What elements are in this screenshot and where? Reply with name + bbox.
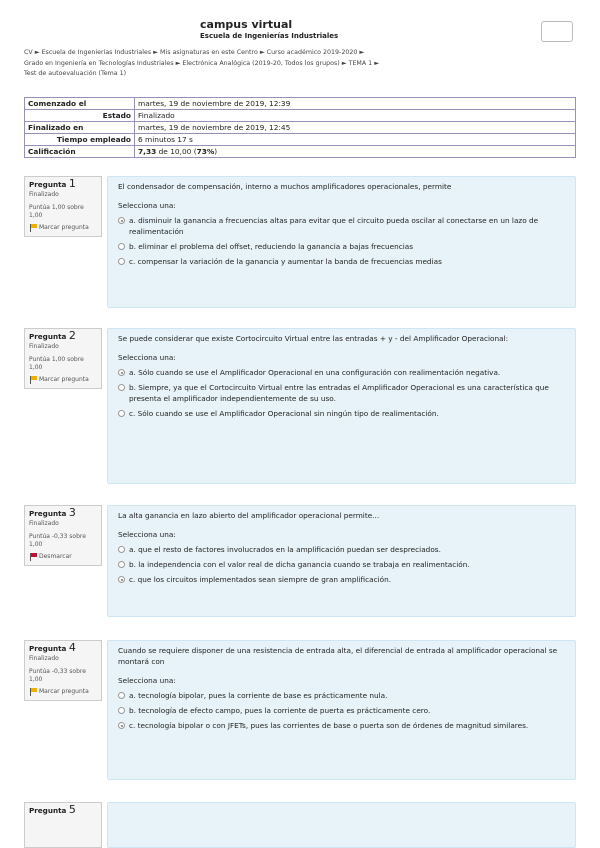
question-state: Finalizado <box>29 520 59 527</box>
summary-value: 6 minutos 17 s <box>135 134 576 146</box>
summary-label: Comenzado el <box>25 98 135 110</box>
question-info <box>24 328 102 389</box>
option-label: c. Sólo cuando se use el Amplificador Operacional sin ningún tipo de realimentación. <box>129 409 439 418</box>
flag-question-button[interactable] <box>29 224 97 232</box>
option-label: a. Sólo cuando se use el Amplificador Operacional en una configuración con realimentación negativa. <box>129 368 501 377</box>
unflag-question-button[interactable] <box>29 553 97 561</box>
site-title: campus virtual <box>200 18 293 31</box>
option-label: c. compensar la variación de la ganancia y aumentar la banda de frecuencias medias <box>129 257 442 266</box>
question-number <box>29 506 97 519</box>
grade-close: ) <box>214 147 218 156</box>
question-content <box>107 328 576 484</box>
option-label: c. que los circuitos implementados sean siempre de gran amplificación. <box>129 575 392 584</box>
question-number <box>29 177 97 190</box>
option-label: b. la independencia con el valor real de dicha ganancia cuando se trabaja en realimentación. <box>129 560 470 569</box>
radio-button[interactable] <box>118 369 125 376</box>
attempt-summary <box>24 97 576 158</box>
answer-option[interactable] <box>118 367 565 378</box>
radio-button[interactable] <box>118 707 125 714</box>
summary-label: Finalizado en <box>25 122 135 134</box>
question-info <box>24 802 102 848</box>
grade-value <box>135 146 576 158</box>
summary-value: martes, 19 de noviembre de 2019, 12:45 <box>135 122 576 134</box>
answer-option[interactable] <box>118 559 565 570</box>
breadcrumb-item[interactable]: Escuela de Ingenierías Industriales <box>41 49 152 56</box>
answer-option[interactable] <box>118 215 565 237</box>
radio-button[interactable] <box>118 546 125 553</box>
breadcrumb-item[interactable]: Grado en Ingeniería en Tecnologías Industriales <box>24 59 174 67</box>
question-label: Pregunta <box>29 180 67 189</box>
radio-button[interactable] <box>118 576 125 583</box>
flag-label: Marcar pregunta <box>39 376 89 383</box>
flag-icon <box>29 688 37 696</box>
breadcrumb-item[interactable]: Mis asignaturas en este Centro <box>160 49 258 56</box>
site-subtitle: Escuela de Ingenierías Industriales <box>200 32 339 40</box>
answer-option[interactable] <box>118 544 565 555</box>
question-label: Pregunta <box>29 806 67 815</box>
radio-button[interactable] <box>118 561 125 568</box>
radio-button[interactable] <box>118 722 125 729</box>
radio-button[interactable] <box>118 258 125 265</box>
answer-option[interactable] <box>118 256 565 267</box>
question-content <box>107 802 576 848</box>
question-number <box>29 641 97 654</box>
answer-option[interactable] <box>118 408 565 419</box>
summary-label: Tiempo empleado <box>25 134 135 146</box>
question-grade: Puntúa 1,00 sobre 1,00 <box>29 356 84 371</box>
question-number <box>29 329 97 342</box>
summary-value: Finalizado <box>135 110 576 122</box>
flag-question-button[interactable] <box>29 688 97 696</box>
answer-option[interactable] <box>118 382 565 404</box>
answer-prompt: Selecciona una: <box>118 530 176 539</box>
question-info <box>24 505 102 566</box>
answer-prompt: Selecciona una: <box>118 676 176 685</box>
question-number <box>29 803 97 816</box>
radio-button[interactable] <box>118 692 125 699</box>
question-number-value: 4 <box>68 641 76 654</box>
grade-rest: de 10,00 ( <box>158 147 197 156</box>
summary-label: Estado <box>25 110 135 122</box>
breadcrumb-item[interactable]: TEMA 1 <box>348 59 373 67</box>
question-content <box>107 505 576 617</box>
option-label: a. que el resto de factores involucrados en la amplificación puedan ser despreciados. <box>129 545 441 554</box>
question-text: La alta ganancia en lazo abierto del amplificador operacional permite... <box>118 511 380 520</box>
question-number-value: 5 <box>68 803 76 816</box>
question-number-value: 1 <box>68 177 76 190</box>
flag-label: Marcar pregunta <box>39 688 89 695</box>
answer-prompt: Selecciona una: <box>118 201 176 210</box>
radio-button[interactable] <box>118 243 125 250</box>
answer-option[interactable] <box>118 690 565 701</box>
question-text: Cuando se requiere disponer de una resistencia de entrada alta, el diferencial de entrada al amplificador operacional se montará con <box>118 646 558 666</box>
question-state: Finalizado <box>29 191 59 198</box>
summary-row <box>25 146 576 158</box>
breadcrumb-item[interactable]: Electrónica Analógica (2019-20, Todos los grupos) <box>182 59 340 67</box>
answer-option[interactable] <box>118 574 565 585</box>
answer-prompt: Selecciona una: <box>118 353 176 362</box>
option-label: b. eliminar el problema del offset, reduciendo la ganancia a bajas frecuencias <box>129 242 414 251</box>
question-grade: Puntúa -0,33 sobre 1,00 <box>29 533 86 548</box>
question-number-value: 3 <box>68 506 76 519</box>
radio-button[interactable] <box>118 410 125 417</box>
flag-label: Desmarcar <box>39 553 72 560</box>
question-text: El condensador de compensación, interno a muchos amplificadores operacionales, permite <box>118 182 452 191</box>
grade-percent: 73% <box>196 147 215 156</box>
question-state: Finalizado <box>29 343 59 350</box>
summary-row <box>25 134 576 146</box>
answer-option[interactable] <box>118 241 565 252</box>
option-label: b. tecnología de efecto campo, pues la corriente de puerta es prácticamente cero. <box>129 706 431 715</box>
answer-option[interactable] <box>118 705 565 716</box>
question-number-value: 2 <box>68 329 76 342</box>
menu-button[interactable] <box>541 21 573 42</box>
question-text: Se puede considerar que existe Cortocircuito Virtual entre las entradas + y - del Amplificador Operacional: <box>118 334 509 343</box>
option-label: a. tecnología bipolar, pues la corriente de base es prácticamente nula. <box>129 691 388 700</box>
option-label: a. disminuir la ganancia a frecuencias altas para evitar que el circuito pueda oscilar al conectarse en un lazo de realimentación <box>129 216 539 236</box>
flag-icon <box>29 224 37 232</box>
option-label: b. Siempre, ya que el Cortocircuito Virtual entre las entradas el Amplificador Operacional es una característica que presenta el amplificador independientemente de su uso. <box>129 383 549 403</box>
question-grade: Puntúa 1,00 sobre 1,00 <box>29 204 84 219</box>
flag-icon <box>29 553 37 561</box>
summary-row <box>25 122 576 134</box>
flag-label: Marcar pregunta <box>39 224 89 231</box>
answer-option[interactable] <box>118 720 565 731</box>
question-label: Pregunta <box>29 332 67 341</box>
radio-button[interactable] <box>118 384 125 391</box>
breadcrumb: CV ► Escuela de Ingenierías Industriales ► Mis asignaturas en este Centro ► Curso académico 2019-2020 ► Grado en Ingeniería en Tecnologías Industriales ► Electrónica Analógica (2019-20, Todos los grupos) ► TEMA 1 ► Test de autoevaluación (Tema 1) <box>24 49 380 77</box>
summary-row <box>25 110 576 122</box>
question-state: Finalizado <box>29 655 59 662</box>
breadcrumb-item[interactable]: Curso académico 2019-2020 <box>266 49 358 56</box>
flag-icon <box>29 376 37 384</box>
question-info <box>24 176 102 237</box>
question-label: Pregunta <box>29 644 67 653</box>
summary-value: martes, 19 de noviembre de 2019, 12:39 <box>135 98 576 110</box>
summary-row <box>25 98 576 110</box>
question-content <box>107 176 576 308</box>
question-grade: Puntúa -0,33 sobre 1,00 <box>29 668 86 683</box>
radio-button[interactable] <box>118 217 125 224</box>
grade-score: 7,33 <box>138 147 157 156</box>
question-info <box>24 640 102 701</box>
question-label: Pregunta <box>29 509 67 518</box>
question-content <box>107 640 576 780</box>
option-label: c. tecnología bipolar o con JFETs, pues las corrientes de base o puerta son de órdenes de magnitud similares. <box>129 721 529 730</box>
breadcrumb-item[interactable]: CV <box>24 49 33 56</box>
summary-label: Calificación <box>25 146 135 158</box>
breadcrumb-current: Test de autoevaluación (Tema 1) <box>24 70 127 77</box>
flag-question-button[interactable] <box>29 376 97 384</box>
